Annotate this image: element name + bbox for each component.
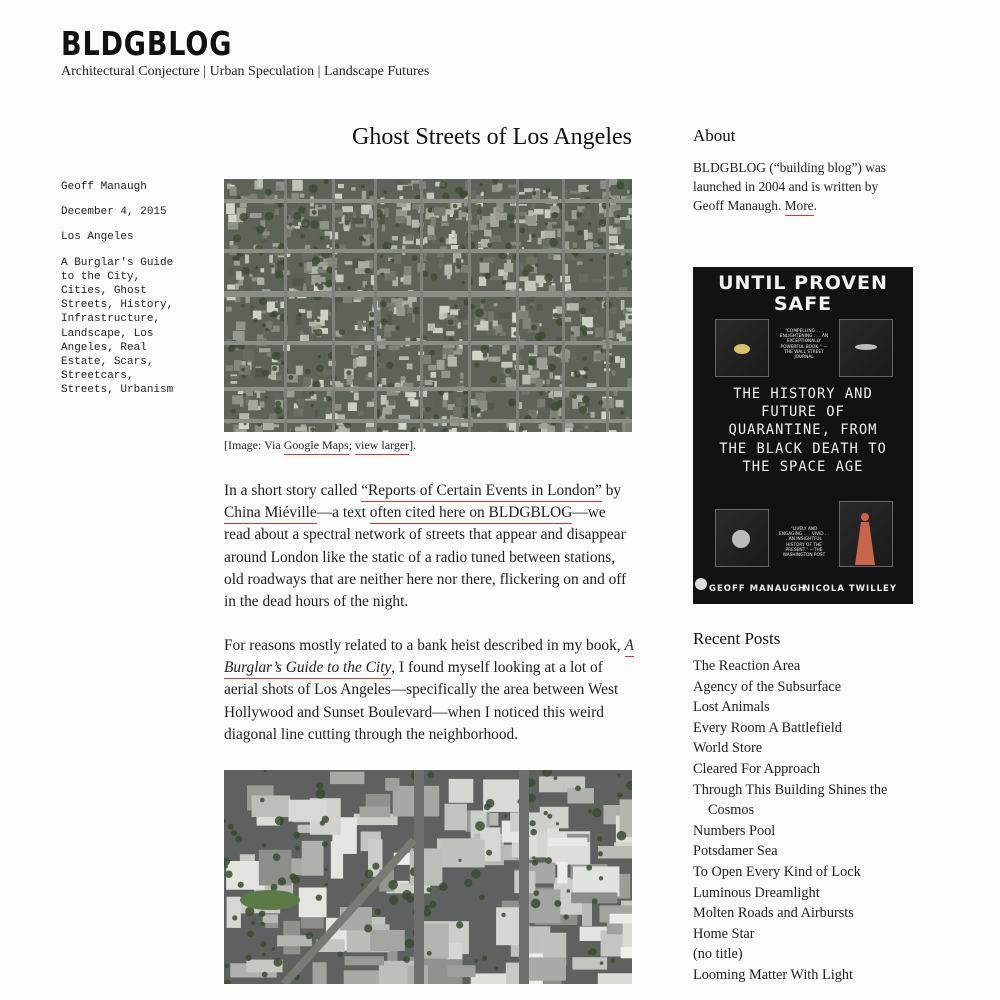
post-date[interactable]: December 4, 2015 — [61, 206, 167, 219]
recent-post-item — [693, 738, 893, 759]
book-award-seal — [695, 578, 707, 590]
recent-post-item — [693, 903, 893, 924]
recent-posts-heading: Recent Posts — [693, 629, 781, 648]
tag-link[interactable]: Streetcars — [61, 370, 128, 383]
story-link[interactable]: “Reports of Certain Events in London” — [361, 482, 602, 502]
post-category[interactable]: Los Angeles — [61, 231, 134, 244]
site-title[interactable]: BLDGBLOG — [61, 24, 233, 63]
post-meta — [61, 180, 191, 409]
tag-separator: , — [153, 313, 161, 326]
tag-link[interactable]: A Burglar's Guide to the City — [61, 256, 174, 283]
tag-separator: , — [133, 270, 141, 283]
tag-link[interactable]: Infrastructure — [61, 313, 154, 326]
caption-text: [Image: Via — [224, 438, 284, 452]
caption-separator: ; — [348, 438, 356, 452]
google-maps-link[interactable]: Google Maps — [284, 438, 349, 455]
recent-post-link[interactable]: Molten Roads and Airbursts — [693, 905, 854, 922]
tag-separator: , — [146, 356, 154, 369]
recent-post-link[interactable]: World Store — [693, 740, 763, 757]
recent-post-item — [693, 697, 893, 718]
recent-post-item — [693, 718, 893, 739]
tag-link[interactable]: History — [120, 299, 167, 312]
aerial-image-1[interactable] — [224, 179, 632, 432]
recent-post-item — [693, 965, 893, 986]
paragraph-2 — [224, 635, 634, 746]
about-text — [693, 158, 893, 215]
p1-text-b: by — [601, 482, 622, 499]
book-blurb-2: “LIVELY AND ENGAGING . . . VIVID . . . AN INSIGHTFUL HISTORY OF THE PRESENT.” —THE WASHINGTON POST — [779, 527, 830, 559]
aerial-photo-grid — [224, 179, 632, 432]
tag-link[interactable]: Los Angeles — [61, 327, 154, 354]
recent-post-link[interactable]: Looming Matter With Light — [693, 966, 853, 983]
tag-separator: , — [100, 356, 114, 369]
tag-separator: , — [166, 299, 174, 312]
recent-post-link[interactable]: The Reaction Area — [693, 658, 801, 674]
tag-link[interactable]: Ghost Streets — [61, 285, 147, 312]
recent-post-item — [693, 944, 893, 965]
post-author[interactable]: Geoff Manaugh — [61, 181, 147, 193]
recent-post-item — [693, 821, 893, 842]
post-tags — [61, 256, 191, 398]
tag-separator: , — [127, 370, 134, 383]
post-title[interactable]: Ghost Streets of Los Angeles — [352, 124, 632, 150]
recent-post-item — [693, 924, 893, 945]
p1-text-c: —a text — [316, 504, 370, 522]
paragraph-1 — [224, 480, 634, 613]
recent-post-link[interactable]: Potsdamer Sea — [693, 843, 778, 860]
tag-separator: , — [107, 299, 121, 312]
p1-text-a: In a short story called — [224, 482, 362, 499]
aerial-image-2[interactable] — [224, 770, 632, 984]
about-body: BLDGBLOG (“building blog”) was launched in 2004 and is written by Geoff Manaugh. — [693, 160, 887, 213]
recent-post-link[interactable]: Every Room A Battlefield — [693, 719, 842, 736]
p1-text-d: —we read about a spectral network of streets that appear and disappear around London like the static of a radio tuned between stations, old roadways that are neither here nor there, flickering on and off in the dead hours of the night. — [224, 504, 627, 611]
book-subtitle: THE HISTORY AND FUTURE OF QUARANTINE, FROM THE BLACK DEATH TO THE SPACE AGE — [719, 386, 887, 475]
about-heading: About — [693, 126, 736, 145]
recent-post-link[interactable]: To Open Every Kind of Lock — [693, 863, 861, 880]
recent-post-link[interactable]: (no title) — [693, 946, 743, 963]
tag-separator: , — [107, 341, 121, 354]
book-blurb-1: “COMPELLING . . . ENLIGHTENING . . . AN EXCEPTIONALLY POWERFUL BOOK.” —THE WALL STREET JOURNAL — [779, 329, 829, 361]
site-tagline: Architectural Conjecture | Urban Speculation | Landscape Futures — [61, 64, 430, 79]
recent-post-link[interactable]: Home Star — [693, 925, 755, 942]
tag-link[interactable]: Cities — [61, 285, 101, 298]
book-author-1: GEOFF MANAUGH — [709, 584, 807, 594]
tag-separator: , — [107, 384, 121, 397]
recent-post-item — [693, 780, 893, 821]
tag-separator: , — [120, 327, 134, 340]
view-larger-link[interactable]: view larger — [355, 438, 409, 455]
mieville-link[interactable]: China Miéville — [224, 504, 317, 524]
tag-link[interactable]: Landscape — [61, 327, 121, 340]
tag-link[interactable]: Streets — [61, 384, 108, 397]
recent-post-item — [693, 883, 893, 904]
recent-post-link[interactable]: Through This Building Shines the Cosmos — [693, 781, 888, 819]
recent-post-link[interactable]: Cleared For Approach — [693, 760, 821, 777]
recent-post-item — [693, 677, 893, 698]
recent-post-item — [693, 841, 893, 862]
about-period: . — [813, 198, 817, 213]
p2-text-a: For reasons mostly related to a bank heist described in my book, — [224, 637, 625, 654]
tag-link[interactable]: Scars — [113, 356, 147, 369]
recent-post-link[interactable]: Numbers Pool — [693, 822, 776, 839]
recent-post-item — [693, 862, 893, 883]
tag-separator: , — [100, 285, 114, 298]
recent-post-item — [693, 759, 893, 780]
p2-text-b: , I found myself looking at a lot of aerial shots of Los Angeles—specifically the area between West Hollywood and Sunset Boulevard—when I noticed this weird diagonal line cutting through the neighborhood. — [224, 659, 619, 743]
recent-post-link[interactable]: Luminous Dreamlight — [693, 884, 820, 901]
caption-end: ]. — [409, 438, 417, 452]
tag-link[interactable]: Urbanism — [120, 384, 174, 397]
tag-link[interactable]: Real Estate — [61, 341, 147, 369]
book-title: UNTIL PROVEN SAFE — [718, 272, 888, 315]
image-caption — [224, 438, 416, 453]
bldgblog-cited-link[interactable]: often cited here on BLDGBLOG — [370, 504, 573, 524]
about-more-link[interactable]: More — [785, 198, 814, 216]
book-cover[interactable] — [693, 267, 913, 604]
aerial-photo-closeup — [224, 770, 632, 984]
recent-post-link[interactable]: Agency of the Subsurface — [693, 678, 842, 695]
burglars-guide-link[interactable]: A Burglar’s Guide to the City — [224, 637, 634, 679]
recent-post-link[interactable]: Lost Animals — [693, 699, 770, 716]
recent-post-item — [693, 656, 893, 677]
recent-posts-list — [693, 656, 893, 986]
book-author-2: NICOLA TWILLEY — [803, 584, 897, 594]
